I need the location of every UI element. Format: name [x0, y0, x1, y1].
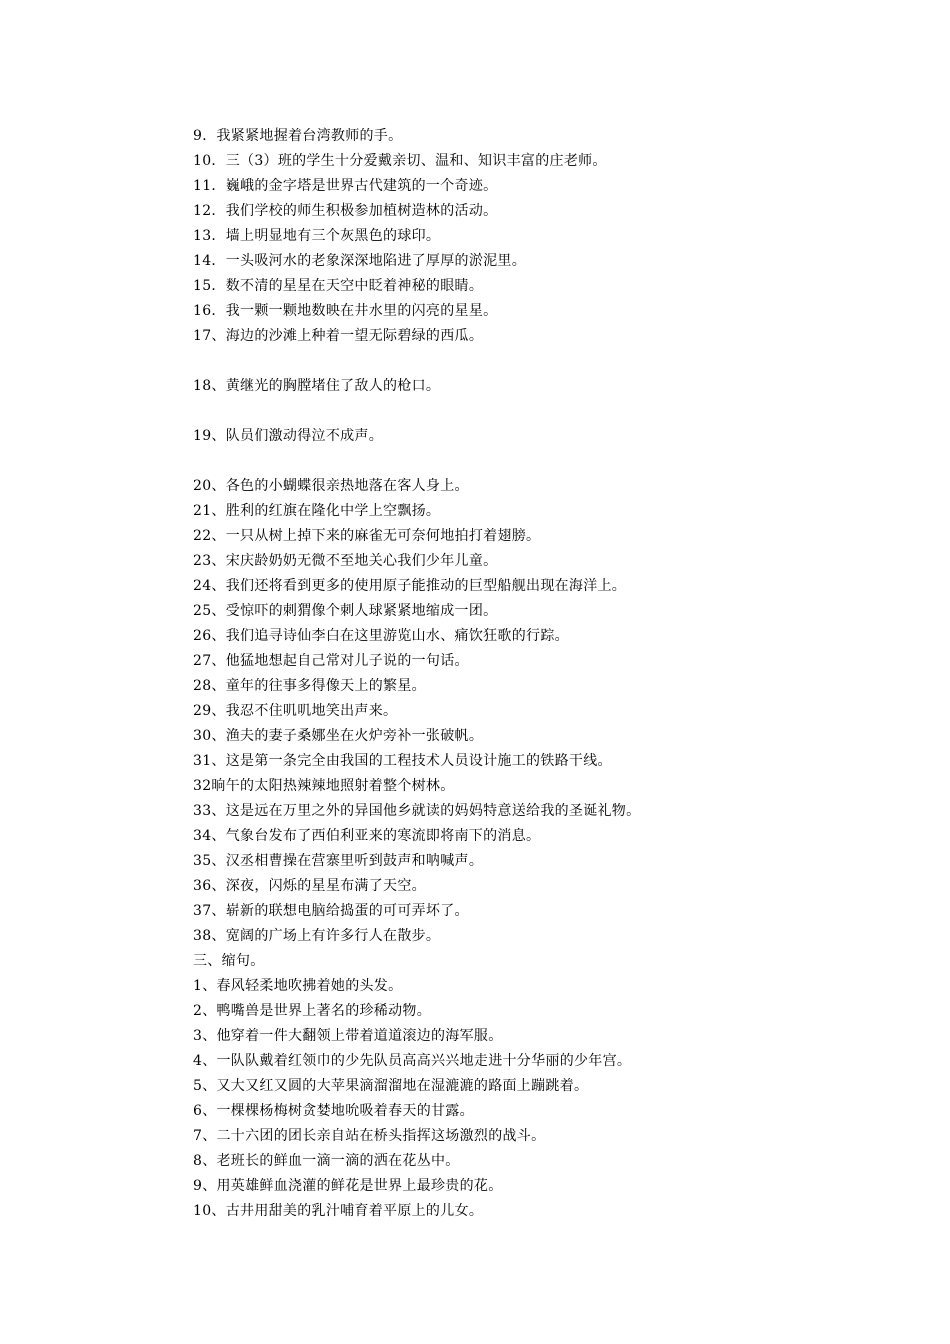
text-line: 14．一头吸河水的老象深深地陷进了厚厚的淤泥里。	[193, 253, 527, 269]
text-line: 20、各色的小蝴蝶很亲热地落在客人身上。	[193, 478, 469, 494]
text-line: 25、受惊吓的刺猬像个刺人球紧紧地缩成一团。	[193, 603, 498, 619]
text-line: 18、黄继光的胸膛堵住了敌人的枪口。	[193, 378, 441, 394]
document-page	[193, 124, 893, 1224]
text-line: 27、他猛地想起自己常对儿子说的一句话。	[193, 653, 469, 669]
text-line: 31、这是第一条完全由我国的工程技术人员设计施工的铁路干线。	[193, 753, 612, 769]
text-line: 5、又大又红又圆的大苹果滴溜溜地在湿漉漉的路面上蹦跳着。	[193, 1078, 589, 1094]
text-line: 19、队员们激动得泣不成声。	[193, 428, 384, 444]
text-line: 37、崭新的联想电脑给捣蛋的可可弄坏了。	[193, 903, 469, 919]
text-line: 28、童年的往事多得像天上的繁星。	[193, 678, 426, 694]
text-line: 1、春风轻柔地吹拂着她的头发。	[193, 978, 403, 994]
text-line: 10．三（3）班的学生十分爱戴亲切、温和、知识丰富的庄老师。	[193, 153, 607, 169]
text-line: 3、他穿着一件大翻领上带着道道滚边的海军服。	[193, 1028, 503, 1044]
text-line: 4、一队队戴着红领巾的少先队员高高兴兴地走进十分华丽的少年宫。	[193, 1053, 632, 1069]
text-line: 10、古井用甜美的乳汁哺育着平原上的儿女。	[193, 1203, 484, 1219]
text-line: 29、我忍不住叽叽地笑出声来。	[193, 703, 398, 719]
text-line: 17、海边的沙滩上种着一望无际碧绿的西瓜。	[193, 328, 484, 344]
text-line: 12．我们学校的师生积极参加植树造林的活动。	[193, 203, 498, 219]
text-line: 38、宽阔的广场上有许多行人在散步。	[193, 928, 441, 944]
text-line: 21、胜利的红旗在隆化中学上空飘扬。	[193, 503, 441, 519]
text-line: 15．数不清的星星在天空中眨着神秘的眼睛。	[193, 278, 484, 294]
text-line: 16．我一颗一颗地数映在井水里的闪亮的星星。	[193, 303, 498, 319]
text-line: 7、二十六团的团长亲自站在桥头指挥这场激烈的战斗。	[193, 1128, 546, 1144]
text-line: 30、渔夫的妻子桑娜坐在火炉旁补一张破帆。	[193, 728, 484, 744]
section-heading: 三、缩句。	[193, 953, 265, 969]
text-line: 6、一棵棵杨梅树贪婪地吮吸着春天的甘露。	[193, 1103, 474, 1119]
text-line: 36、深夜，闪烁的星星布满了天空。	[193, 878, 426, 894]
text-line: 32晌午的太阳热辣辣地照射着整个树林。	[193, 778, 455, 794]
text-line: 9、用英雄鲜血浇灌的鲜花是世界上最珍贵的花。	[193, 1178, 503, 1194]
blank-line	[193, 399, 893, 424]
text-line: 9．我紧紧地握着台湾教师的手。	[193, 128, 403, 144]
text-line: 26、我们追寻诗仙李白在这里游览山水、痛饮狂歌的行踪。	[193, 628, 569, 644]
blank-line	[193, 449, 893, 474]
text-line: 8、老班长的鲜血一滴一滴的洒在花丛中。	[193, 1153, 460, 1169]
text-line: 23、宋庆龄奶奶无微不至地关心我们少年儿童。	[193, 553, 498, 569]
text-line: 2、鸭嘴兽是世界上著名的珍稀动物。	[193, 1003, 432, 1019]
text-line: 34、气象台发布了西伯利亚来的寒流即将南下的消息。	[193, 828, 541, 844]
text-line: 13．墙上明显地有三个灰黑色的球印。	[193, 228, 441, 244]
text-line: 24、我们还将看到更多的使用原子能推动的巨型船舰出现在海洋上。	[193, 578, 627, 594]
text-line: 33、这是远在万里之外的异国他乡就读的妈妈特意送给我的圣诞礼物。	[193, 803, 641, 819]
text-line: 11．巍峨的金字塔是世界古代建筑的一个奇迹。	[193, 178, 498, 194]
text-line: 22、一只从树上掉下来的麻雀无可奈何地拍打着翅膀。	[193, 528, 541, 544]
blank-line	[193, 349, 893, 374]
text-line: 35、汉丞相曹操在营寨里听到鼓声和呐喊声。	[193, 853, 484, 869]
